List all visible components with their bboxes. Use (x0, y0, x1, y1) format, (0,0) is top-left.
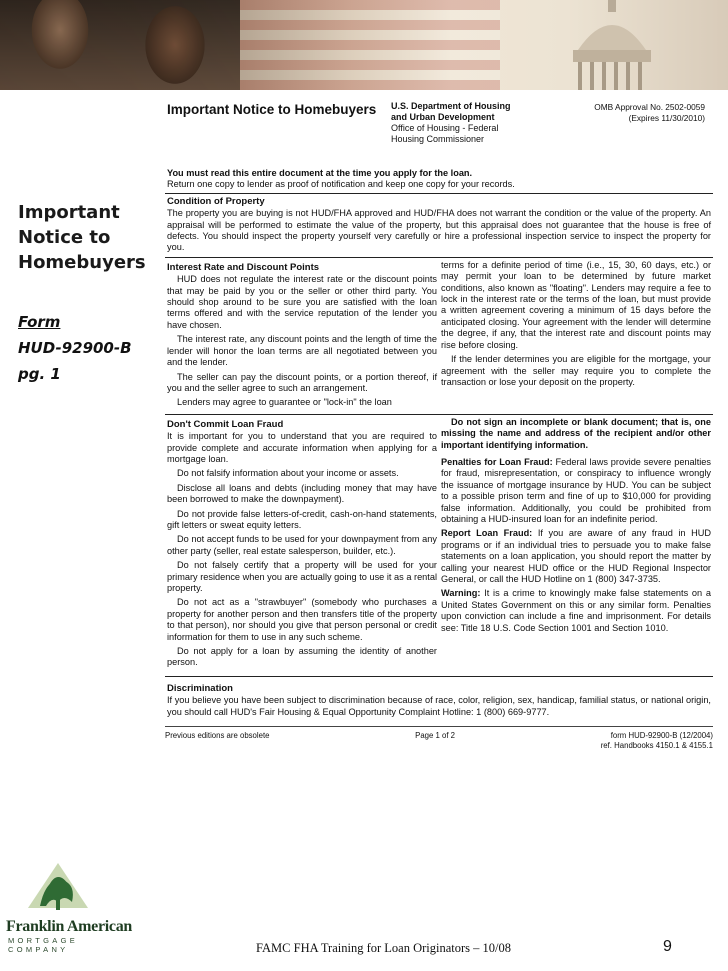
people-photo (0, 0, 240, 90)
intro-instructions (165, 156, 713, 193)
sidebar-heading-line: Important (18, 202, 120, 223)
fraud-heading: Don't Commit Loan Fraud (167, 418, 284, 430)
sidebar-form-id (18, 309, 153, 387)
header-banner-photo (0, 0, 728, 90)
interest-paragraph: The interest rate, any discount points and the length of time the lender will honor the loan terms are all negotiated between you and the lender. (167, 334, 437, 368)
sidebar-heading (18, 200, 153, 275)
slide-page-number: 9 (663, 938, 672, 955)
fraud-item: Do not accept funds to be used for your downpayment from any other party (seller, real estate salesperson, builder, etc.). (167, 534, 437, 556)
warning-label: Warning: (441, 588, 481, 599)
fraud-intro: It is important for you to understand that you are required to provide complete and accurate information when applying for a mortgage loan. (167, 431, 437, 464)
condition-heading: Condition of Property (167, 195, 265, 207)
footer-handbook-ref: ref. Handbooks 4150.1 & 4155.1 (600, 740, 713, 750)
penalties-label: Penalties for Loan Fraud: (441, 456, 553, 467)
interest-paragraph: The seller can pay the discount points, or a portion thereof, if you and the seller agree to such an arrangement. (167, 371, 437, 393)
discrimination-text: If you believe you have been subject to discrimination because of race, color, religion, sex, handicap, familial status, or national origin, you should call HUD's Fair Housing & Equal Opportunity Complaint Hotline: 1 (800) 669-9777. (167, 695, 711, 717)
footer-form-ref (601, 731, 713, 750)
interest-paragraph: terms for a definite period of time (i.e., 15, 30, 60 days, etc.) or may permit your loan to be determined by future market conditions, also known as "floating". Lenders may require a fee to lock in the interest rate or the terms of the loan, but must provide a written agreement covering a minimum of 15 days before the anticipated closing. Your agreement with the lender will determine the degree, if any, that the interest rate and discount points may rise before closing. (441, 259, 711, 350)
intro-bold: You must read this entire document at the time you apply for the loan. (167, 168, 473, 178)
footer-page: Page 1 of 2 (415, 731, 456, 741)
agency-block (391, 101, 511, 145)
condition-text: The property you are buying is not HUD/FHA approved and HUD/FHA does not warrant the condition or the value of the property. An appraisal will be performed to estimate the value of the property, but this appraisal does not guarantee that the house is free of defects. You should inspect the property yourself very carefully or hire a professional inspection service to inspect the property for you. (167, 208, 711, 253)
fraud-right-column (439, 417, 713, 672)
flag-stripes (240, 0, 500, 90)
capitol-dome-icon (538, 0, 688, 90)
fraud-item: Do not provide false letters-of-credit, cash-on-hand statements, gift letters or sweat equity letters. (167, 508, 437, 530)
logo-name: Franklin American (6, 918, 133, 935)
sidebar-heading-line: Notice to (18, 227, 111, 248)
fraud-item: Do not act as a "strawbuyer" (somebody who purchases a property for another person and then transfers title of the property to that person), nor should you give that person personal or credit information for them to use in any such scheme. (167, 597, 437, 642)
interest-paragraph: Lenders may agree to guarantee or "lock-in" the loan (177, 397, 392, 408)
form-label: Form (18, 313, 61, 331)
report-text: If you are aware of any fraud in HUD programs or if an individual tries to persuade you to make false statements on a loan application, you should report the matter by calling your nearest HUD office or the HUD Regional Inspector General, or call the HUD Hotline on 1 (800) 347-3735. (441, 528, 711, 584)
fraud-left-column (165, 417, 439, 672)
fraud-item: Disclose all loans and debts (including money that may have been borrowed to make the downpayment). (167, 482, 437, 505)
interest-right-column (439, 260, 713, 412)
interest-heading: Interest Rate and Discount Points (167, 261, 320, 273)
footer-form-number: form HUD-92900-B (12/2004) (610, 731, 713, 741)
hud-notice-document (165, 98, 713, 750)
fraud-section (165, 417, 713, 672)
omb-approval (594, 102, 705, 124)
logo-subtitle: MORTGAGE COMPANY (8, 936, 79, 954)
sidebar-heading-line: Homebuyers (18, 252, 146, 273)
agency-line: U.S. Department of Housing (391, 101, 511, 111)
fraud-item: Do not falsely certify that a property will be used for your primary residence when you are actually going to use it as a rental property. (167, 560, 437, 593)
interest-left-column (165, 260, 439, 412)
interest-paragraph: HUD does not regulate the interest rate or the discount points that may be paid by you or the seller or other third party. You should shop around to be sure you are satisfied with the loan terms offered and with the service reputation of the lender you have chosen. (167, 274, 437, 330)
sidebar-title (18, 200, 153, 387)
franklin-american-logo (6, 858, 136, 954)
discrimination-heading: Discrimination (167, 682, 233, 694)
footer-obsolete: Previous editions are obsolete (165, 731, 270, 741)
penalties-text: Federal laws provide severe penalties for fraud, misrepresentation, or conspiracy to influence wrongly the issuance of mortgage insurance by HUD. You can be subject to a possible prison term and fine of up to $10,000 for providing false information. Additionally, you could be prohibited from obtaining a HUD-insured loan for an indefinite period. (441, 456, 711, 524)
fraud-item: Do not falsify information about your income or assets. (177, 468, 399, 479)
agency-line: and Urban Development (391, 112, 495, 122)
agency-line: Office of Housing - Federal (391, 123, 499, 133)
warning-text: It is a crime to knowingly make false statements on a United States Government on this or any similar form. Penalties upon conviction can include a fine and imprisonment. For details see: Title 18 U.S. Code Section 1001 and Section 1010. (441, 588, 711, 633)
document-title: Important Notice to Homebuyers (167, 102, 377, 117)
report-label: Report Loan Fraud: (441, 528, 533, 539)
form-page: pg. 1 (18, 365, 61, 383)
agency-line: Housing Commissioner (391, 134, 485, 144)
intro-normal: Return one copy to lender as proof of notification and keep one copy for your records. (167, 179, 515, 190)
form-number: HUD-92900-B (18, 339, 132, 357)
slide-caption: FAMC FHA Training for Loan Originators – 10/08 (256, 941, 511, 955)
interest-paragraph: If the lender determines you are eligible for the mortgage, your agreement with the seller may require you to complete the transaction or lose your deposit on the property. (441, 354, 711, 387)
document-header (165, 98, 713, 156)
fraud-warning-bold: Do not sign an incomplete or blank document; that is, one missing the name and address of the recipient and/or other important identifying information. (441, 416, 711, 450)
fraud-item: Do not apply for a loan by assuming the identity of another person. (167, 646, 437, 668)
logo-tree-icon (6, 858, 136, 918)
document-footer (165, 727, 713, 750)
omb-number: OMB Approval No. 2502-0059 (594, 102, 705, 112)
interest-section (165, 260, 713, 412)
omb-expiry: (Expires 11/30/2010) (628, 113, 705, 123)
